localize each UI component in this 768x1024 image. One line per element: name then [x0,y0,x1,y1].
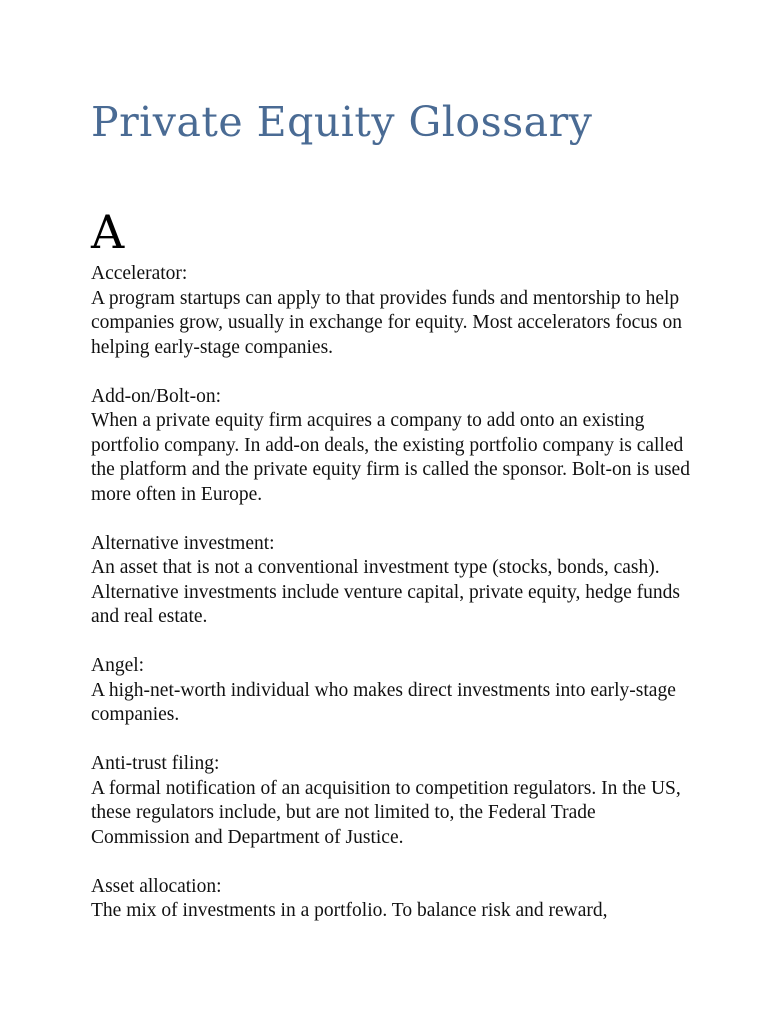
glossary-definition: The mix of investments in a portfolio. To balance risk and reward, [91,900,608,921]
page-title: Private Equity Glossary [91,98,593,146]
glossary-term: Alternative investment: [91,532,275,554]
glossary-entry-angel [91,654,691,728]
glossary-entry-anti-trust-filing [91,752,691,850]
glossary-entry-alternative-investment [91,532,691,630]
glossary-definition: When a private equity firm acquires a company to add onto an existing portfolio company. In add-on deals, the existing portfolio company is called the platform and the private equity firm is called the sponsor. Bolt-on is used more often in Europe. [91,410,690,505]
glossary-definition: A program startups can apply to that provides funds and mentorship to help companies grow, usually in exchange for equity. Most accelerators focus on helping early-stage companies. [91,287,682,358]
glossary-entries [91,262,691,948]
glossary-definition: A high-net-worth individual who makes direct investments into early-stage companies. [91,679,676,725]
glossary-term: Angel: [91,655,145,676]
section-letter-heading: A [91,205,125,259]
glossary-definition: An asset that is not a conventional investment type (stocks, bonds, cash). Alternative investments include venture capital, private equity, hedge funds and real estate. [91,557,680,627]
glossary-page [91,0,691,1024]
glossary-entry-add-on-bolt-on [91,385,691,508]
glossary-entry-asset-allocation [91,875,691,924]
glossary-definition: A formal notification of an acquisition to competition regulators. In the US, these regulators include, but are not limited to, the Federal Trade Commission and Department of Justice. [91,777,681,848]
glossary-term: Add-on/Bolt-on: [91,385,221,407]
glossary-entry-accelerator [91,262,691,360]
glossary-term: Accelerator: [91,263,188,284]
glossary-term: Asset allocation: [91,875,222,897]
glossary-term: Anti-trust filing: [91,753,220,774]
